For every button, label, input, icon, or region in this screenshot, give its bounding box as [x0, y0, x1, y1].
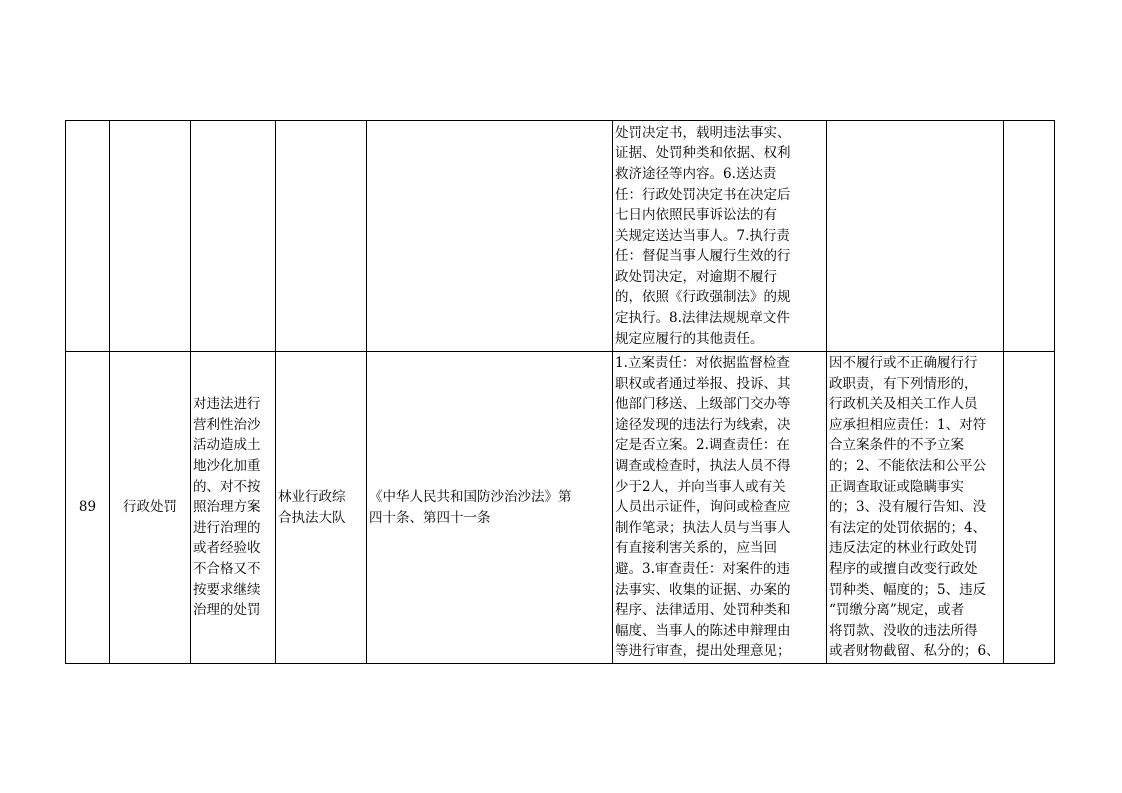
cell-responsibility: 处罚决定书，载明违法事实、 证据、处罚种类和依据、权利 救济途径等内容。6.送达责 任：行政处罚决定书在决定后 七日内依照民事诉讼法的有 关规定送达当事人。7.执行责 任：督促当事人履行生效的行 政处罚决定，对逾期不履行 的，依照《行政强制法》的规 定执行。8.法律法规规章文件 规定应履行的其他责任。 — [613, 121, 827, 352]
cell-category — [110, 121, 191, 352]
cell-legal-basis — [367, 121, 613, 352]
cell-legal-basis: 《中华人民共和国防沙治沙法》第 四十条、第四十一条 — [367, 352, 613, 664]
cell-responsibility: 1.立案责任：对依据监督检查 职权或者通过举报、投诉、其 他部门移送、上级部门交办等 途径发现的违法行为线索，决 定是否立案。2.调查责任：在 调查或检查时，执法人员不得 少于2人，并向当事人或有关 人员出示证件，询问或检查应 制作笔录；执法人员与当事人 有直接利害关系的，应当回 避。3.审查责任：对案件的违 法事实、收集的证据、办案的 程序、法律适用、处罚种类和 幅度、当事人的陈述申辩理由 等进行审查，提出处理意见； — [613, 352, 827, 664]
cell-remarks — [1004, 352, 1055, 664]
cell-category: 行政处罚 — [110, 352, 191, 664]
cell-item-name — [191, 121, 276, 352]
cell-accountability — [827, 121, 1004, 352]
responsibility-table — [65, 120, 1055, 664]
cell-accountability: 因不履行或不正确履行行 政职责，有下列情形的， 行政机关及相关工作人员 应承担相应责任：1、对符 合立案条件的不予立案 的；2、不能依法和公平公 正调查取证或隐瞒事实 的；3、没有履行告知、没 有法定的处罚依据的；4、 违反法定的林业行政处罚 程序的或擅自改变行政处 罚种类、幅度的；5、违反 “罚缴分离”规定，或者 将罚款、没收的违法所得 或者财物截留、私分的；6、 — [827, 352, 1004, 664]
cell-department: 林业行政综 合执法大队 — [276, 352, 367, 664]
cell-number — [66, 121, 110, 352]
cell-department — [276, 121, 367, 352]
table-row — [66, 121, 1055, 352]
table-row — [66, 352, 1055, 664]
cell-item-name: 对违法进行 营利性治沙 活动造成土 地沙化加重 的、对不按 照治理方案 进行治理的 或者经验收 不合格又不 按要求继续 治理的处罚 — [191, 352, 276, 664]
cell-number: 89 — [66, 352, 110, 664]
cell-remarks — [1004, 121, 1055, 352]
